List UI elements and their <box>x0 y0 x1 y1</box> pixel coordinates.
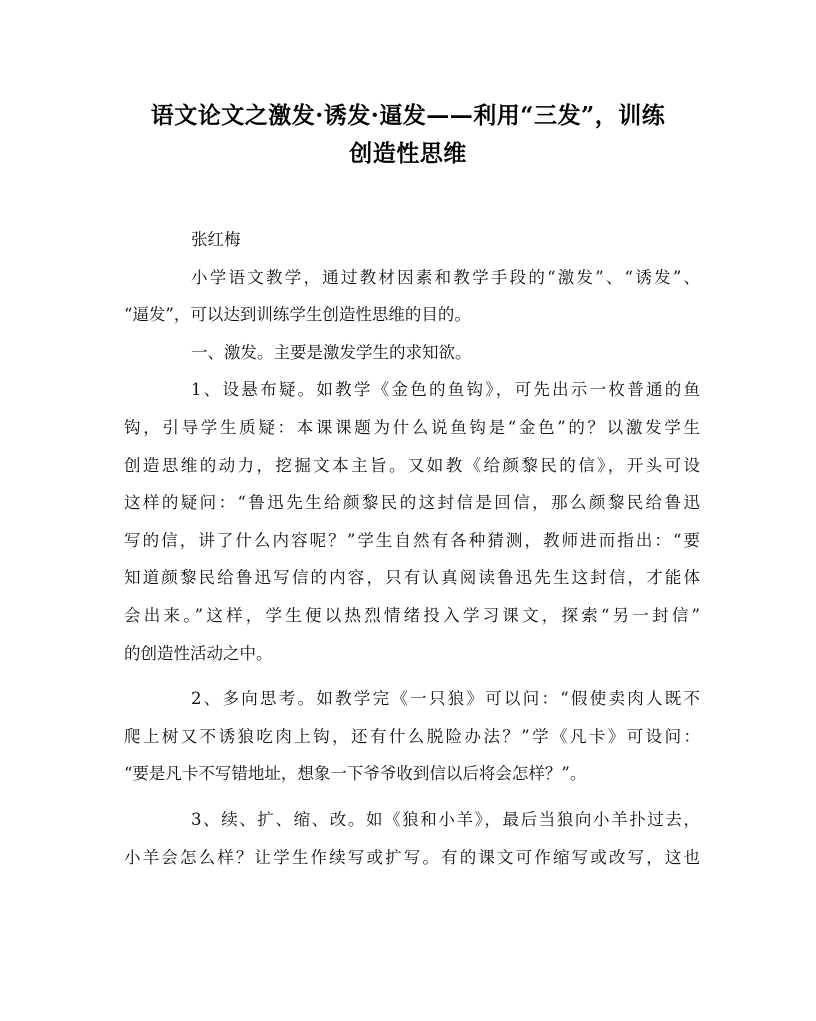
paragraph-item-2 <box>124 687 700 800</box>
paragraph-line: 3、续、扩、缩、改。如《狼和小羊》，最后当狼向小羊扑过去， <box>191 809 700 829</box>
paragraph-intro <box>124 266 700 341</box>
document-body <box>124 228 700 883</box>
paragraph-line: 爬上树又不诱狼吃肉上钩，还有什么脱险办法？”学《凡卡》可设问： <box>124 726 700 746</box>
title-line-2: 创造性思维 <box>349 139 467 167</box>
section-heading-line: 一、激发。主要是激发学生的求知欲。 <box>191 342 472 362</box>
paragraph-spacer <box>124 679 700 687</box>
document-title <box>112 104 704 179</box>
paragraph-item-3 <box>124 808 700 883</box>
paragraph-line: 钩，引导学生质疑：本课课题为什么说鱼钩是“金色”的？以激发学生 <box>124 417 700 437</box>
paragraph-spacer <box>124 800 700 808</box>
paragraph-line: 小学语文教学，通过教材因素和教学手段的“激发”、“诱发”、 <box>191 267 700 287</box>
author-name: 张红梅 <box>191 230 241 249</box>
paragraph-line: “逼发”，可以达到训练学生创造性思维的目的。 <box>124 305 471 325</box>
paragraph-section-heading <box>124 341 700 379</box>
paragraph-line: 小羊会怎么样？让学生作续写或扩写。有的课文可作缩写或改写，这也 <box>124 847 700 867</box>
paragraph-item-1 <box>124 378 700 679</box>
paragraph-line: “要是凡卡不写错地址，想象一下爷爷收到信以后将会怎样？”。 <box>124 764 587 784</box>
paragraph-line: 知道颜黎民给鲁迅写信的内容，只有认真阅读鲁迅先生这封信，才能体 <box>124 568 700 588</box>
paragraph-line: 会出来。”这样，学生便以热烈情绪投入学习课文，探索“另一封信” <box>124 605 700 625</box>
paragraph-line: 1、设悬布疑。如教学《金色的鱼钩》，可先出示一枚普通的鱼 <box>191 380 700 400</box>
paragraph-line: 2、多向思考。如教学完《一只狼》可以问：“假使卖肉人既不 <box>191 689 700 709</box>
paragraph-line: 这样的疑问：“鲁迅先生给颜黎民的这封信是回信，那么颜黎民给鲁迅 <box>124 493 700 513</box>
paragraph-line: 创造思维的动力，挖掘文本主旨。又如教《给颜黎民的信》，开头可设 <box>124 455 700 475</box>
paragraph-line: 的创造性活动之中。 <box>124 643 273 663</box>
title-line-1: 语文论文之激发·诱发·逼发——利用“三发”，训练 <box>150 102 666 129</box>
paragraph-line: 写的信，讲了什么内容呢？”学生自然有各种猜测，教师进而指出：“要 <box>124 530 700 550</box>
